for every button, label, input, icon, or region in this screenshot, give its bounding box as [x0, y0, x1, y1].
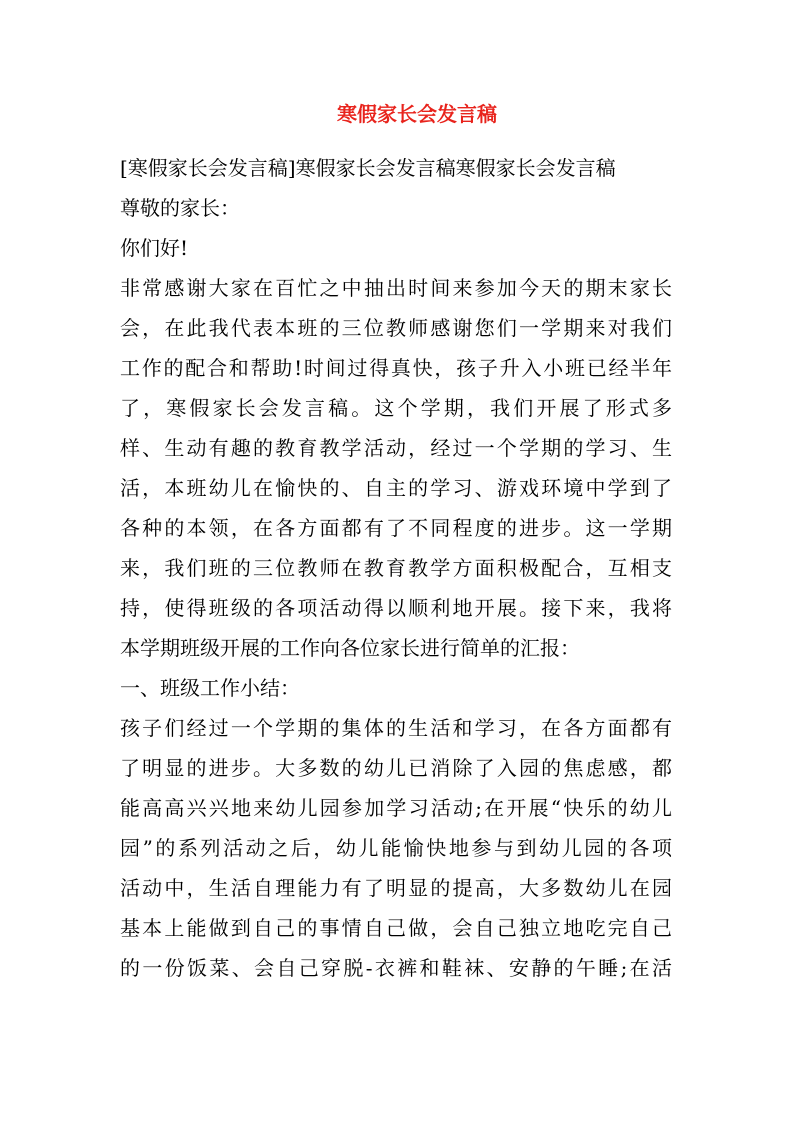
- body-line: 会，在此我代表本班的三位教师感谢您们一学期来对我们: [120, 316, 672, 340]
- body-line: 一、班级工作小结：: [120, 676, 300, 700]
- body-line: 尊敬的家长：: [120, 196, 240, 220]
- body-line: 了，寒假家长会发言稿。这个学期，我们开展了形式多: [120, 396, 672, 420]
- body-line: 活动中，生活自理能力有了明显的提高，大多数幼儿在园: [120, 876, 672, 900]
- body-line: 你们好!: [120, 236, 189, 260]
- document-body: [120, 148, 680, 988]
- body-line: 的一份饭菜、会自己穿脱-衣裤和鞋袜、安静的午睡;在活: [120, 956, 672, 980]
- body-line: 持，使得班级的各项活动得以顺利地开展。接下来，我将: [120, 596, 672, 620]
- document-title: 寒假家长会发言稿: [337, 102, 497, 126]
- body-line: [寒假家长会发言稿]寒假家长会发言稿寒假家长会发言稿: [120, 156, 616, 180]
- body-line: 各种的本领，在各方面都有了不同程度的进步。这一学期: [120, 516, 672, 540]
- body-line: 来，我们班的三位教师在教育教学方面积极配合，互相支: [120, 556, 672, 580]
- body-line: 能高高兴兴地来幼儿园参加学习活动;在开展“快乐的幼儿: [120, 796, 672, 820]
- body-line: 园”的系列活动之后，幼儿能愉快地参与到幼儿园的各项: [120, 836, 672, 860]
- body-line: 基本上能做到自己的事情自己做，会自己独立地吃完自己: [120, 916, 672, 940]
- body-line: 孩子们经过一个学期的集体的生活和学习，在各方面都有: [120, 716, 672, 740]
- body-line: 非常感谢大家在百忙之中抽出时间来参加今天的期末家长: [120, 276, 672, 300]
- body-line: 样、生动有趣的教育教学活动，经过一个学期的学习、生: [120, 436, 672, 460]
- body-line: 活，本班幼儿在愉快的、自主的学习、游戏环境中学到了: [120, 476, 672, 500]
- body-line: 工作的配合和帮助!时间过得真快，孩子升入小班已经半年: [120, 356, 672, 380]
- body-line: 了明显的进步。大多数的幼儿已消除了入园的焦虑感，都: [120, 756, 672, 780]
- body-line: 本学期班级开展的工作向各位家长进行简单的汇报：: [120, 636, 580, 660]
